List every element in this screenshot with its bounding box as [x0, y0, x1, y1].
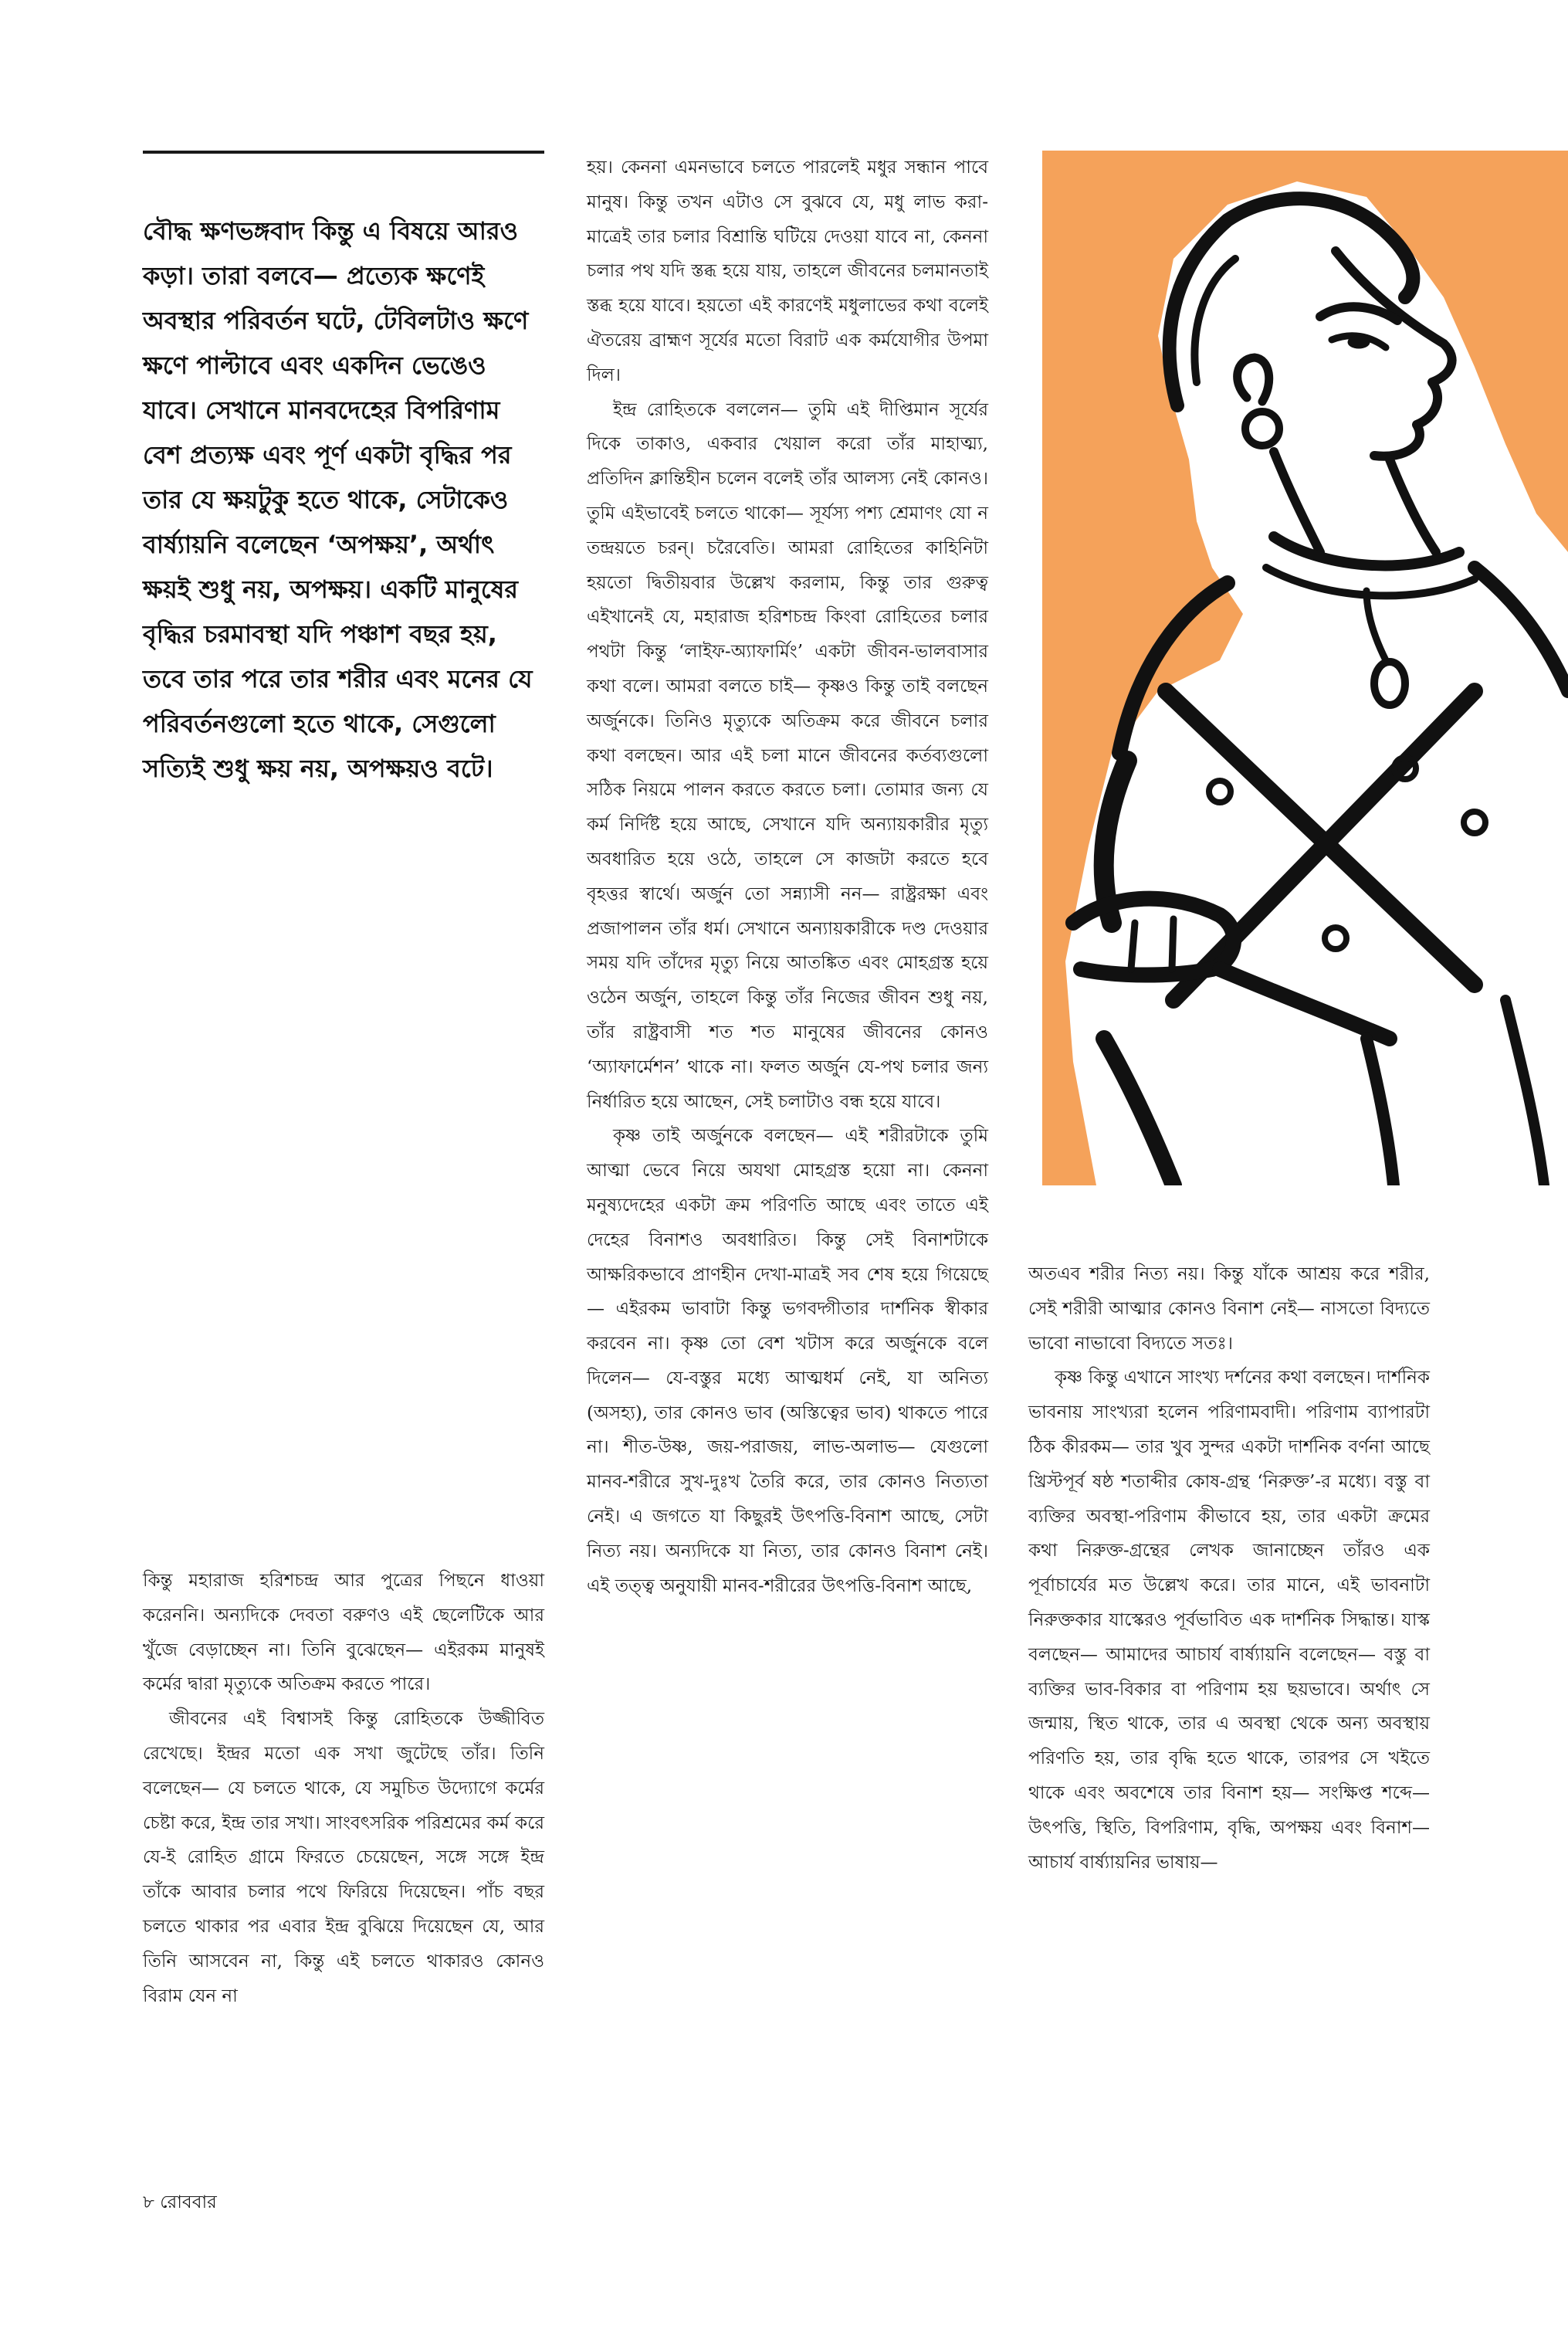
illustration-svg: [1042, 151, 1568, 1185]
column-3: [1028, 1257, 1430, 1880]
pull-quote: বৌদ্ধ ক্ষণভঙ্গবাদ কিন্তু এ বিষয়ে আরও কড়া। তারা বলবে— প্রত্যেক ক্ষণেই অবস্থার পরিবর্তন ঘটে, টেবিলটাও ক্ষণে ক্ষণে পাল্টাবে এবং একদিন ভেঙেও যাবে। সেখানে মানবদেহের বিপরিণাম বেশ প্রত্যক্ষ এবং পূর্ণ একটা বৃদ্ধির পর তার যে ক্ষয়টুকু হতে থাকে, সেটাকেও বার্ষ্যায়নি বলেছেন ‘অপক্ষয়’, অর্থাৎ ক্ষয়ই শুধু নয়, অপক্ষয়। একটি মানুষের বৃদ্ধির চরমাবস্থা যদি পঞ্চাশ বছর হয়, তবে তার পরে তার শরীর এবং মনের যে পরিবর্তনগুলো হতে থাকে, সেগুলো সত্যিই শুধু ক্ষয় নয়, অপক্ষয়ও বটে।: [143, 216, 533, 783]
column-1-paragraph-2: জীবনের এই বিশ্বাসই কিন্তু রোহিতকে উজ্জীবিত রেখেছে। ইন্দ্রর মতো এক সখা জুটেছে তাঁর। তিনি বলেছেন— যে চলতে থাকে, যে সমুচিত উদ্যোগে কর্মের চেষ্টা করে, ইন্দ্র তার সখা। সাংবৎসরিক পরিশ্রমের কর্ম করে যে-ই রোহিত গ্রামে ফিরতে চেয়েছেন, সঙ্গে সঙ্গে ইন্দ্র তাঁকে আবার চলার পথে ফিরিয়ে দিয়েছেন। পাঁচ বছর চলতে থাকার পর এবার ইন্দ্র বুঝিয়ে দিয়েছেন যে, আর তিনি আসবেন না, কিন্তু এই চলতে থাকারও কোনও বিরাম যেন না: [143, 1709, 544, 2006]
column-2: [587, 151, 988, 1603]
illustration-figure: [1042, 151, 1568, 1185]
column-3-paragraph-2: কৃষ্ণ কিন্তু এখানে সাংখ্য দর্শনের কথা বলছেন। দার্শনিক ভাবনায় সাংখ্যরা হলেন পরিণামবাদী। পরিণাম ব্যাপারটা ঠিক কীরকম— তার খুব সুন্দর একটা দার্শনিক বর্ণনা আছে খ্রিস্টপূর্ব ষষ্ঠ শতাব্দীর কোষ-গ্রন্থ ‘নিরুক্ত’-র মধ্যে। বস্তু বা ব্যক্তির অবস্থা-পরিণাম কীভাবে হয়, তার একটা ক্রমের কথা নিরুক্ত-গ্রন্থের লেখক জানাচ্ছেন তাঁরও এক পূর্বাচার্যের মত উল্লেখ করে। তার মানে, এই ভাবনাটা নিরুক্তকার যাস্কেরও পূর্বভাবিত এক দার্শনিক সিদ্ধান্ত। যাস্ক বলছেন— আমাদের আচার্য বার্ষ্যায়নি বলেছেন— বস্তু বা ব্যক্তির ভাব-বিকার বা পরিণাম হয় ছয়ভাবে। অর্থাৎ সে জন্মায়, স্থিত থাকে, তার এ অবস্থা থেকে অন্য অবস্থায় পরিণতি হয়, তার বৃদ্ধি হতে থাকে, তারপর সে খইতে থাকে এবং অবশেষে তার বিনাশ হয়— সংক্ষিপ্ত শব্দে— উৎপত্তি, স্থিতি, বিপরিণাম, বৃদ্ধি, অপক্ষয় এবং বিনাশ— আচার্য বার্ষ্যায়নির ভাষায়—: [1028, 1368, 1430, 1873]
top-rule: [143, 151, 544, 154]
column-1: [143, 1564, 544, 2013]
column-2-paragraph-1: হয়। কেননা এমনভাবে চলতে পারলেই মধুর সন্ধান পাবে মানুষ। কিন্তু তখন এটাও সে বুঝবে যে, মধু লাভ করা-মাত্রেই তার চলার বিশ্রান্তি ঘটিয়ে দেওয়া যাবে না, কেননা চলার পথ যদি স্তব্ধ হয়ে যায়, তাহলে জীবনের চলমানতাই স্তব্ধ হয়ে যাবে। হয়তো এই কারণেই মধুলাভের কথা বলেই ঐতরেয় ব্রাহ্মণ সূর্যের মতো বিরাট এক কর্মযোগীর উপমা দিল।: [587, 158, 988, 385]
column-2-paragraph-2: ইন্দ্র রোহিতকে বললেন— তুমি এই দীপ্তিমান সূর্যের দিকে তাকাও, একবার খেয়াল করো তাঁর মাহাত্ম্য, প্রতিদিন ক্লান্তিহীন চলেন বলেই তাঁর আলস্য নেই কোনও। তুমি এইভাবেই চলতে থাকো— সূর্যস্য পশ্য শ্রেমাণং যো ন তন্দ্রয়তে চরন্। চরৈবেতি। আমরা রোহিতের কাহিনিটা হয়তো দ্বিতীয়বার উল্লেখ করলাম, কিন্তু তার গুরুত্ব এইখানেই যে, মহারাজ হরিশচন্দ্র কিংবা রোহিতের চলার পথটা কিন্তু ‘লাইফ-অ্যাফার্মিং’ একটা জীবন-ভালবাসার কথা বলে। আমরা বলতে চাই— কৃষ্ণও কিন্তু তাই বলছেন অর্জুনকে। তিনিও মৃত্যুকে অতিক্রম করে জীবনে চলার কথা বলছেন। আর এই চলা মানে জীবনের কর্তব্যগুলো সঠিক নিয়মে পালন করতে করতে চলা। তোমার জন্য যে কর্ম নির্দিষ্ট হয়ে আছে, সেখানে যদি অন্যায়কারীর মৃত্যু অবধারিত হয়ে ওঠে, তাহলে সে কাজটা করতে হবে বৃহত্তর স্বার্থে। অর্জুন তো সন্ন্যাসী নন— রাষ্ট্ররক্ষা এবং প্রজাপালন তাঁর ধর্ম। সেখানে অন্যায়কারীকে দণ্ড দেওয়ার সময় যদি তাঁদের মৃত্যু নিয়ে আতঙ্কিত এবং মোহগ্রস্ত হয়ে ওঠেন অর্জুন, তাহলে কিন্তু তাঁর নিজের জীবন শুধু নয়, তাঁর রাষ্ট্রবাসী শত শত মানুষের জীবনের কোনও ‘অ্যাফার্মেশন’ থাকে না। ফলত অর্জুন যে-পথ চলার জন্য নির্ধারিত হয়ে আছেন, সেই চলাটাও বন্ধ হয়ে যাবে।: [587, 399, 988, 1112]
column-3-paragraph-1: অতএব শরীর নিত্য নয়। কিন্তু যাঁকে আশ্রয় করে শরীর, সেই শরীরী আত্মার কোনও বিনাশ নেই— নাসতো বিদ্যতে ভাবো নাভাবো বিদ্যতে সতঃ।: [1028, 1264, 1430, 1354]
page-folio: ৮ রোববার: [143, 2192, 217, 2212]
column-2-paragraph-3: কৃষ্ণ তাই অর্জুনকে বলছেন— এই শরীরটাকে তুমি আত্মা ভেবে নিয়ে অযথা মোহগ্রস্ত হয়ো না। কেননা মনুষ্যদেহের একটা ক্রম পরিণতি আছে এবং তাতে এই দেহের বিনাশও অবধারিত। কিন্তু সেই বিনাশটাকে আক্ষরিকভাবে প্রাণহীন দেখা-মাত্রই সব শেষ হয়ে গিয়েছে— এইরকম ভাবাটা কিন্তু ভগবদ্গীতার দার্শনিক স্বীকার করবেন না। কৃষ্ণ তো বেশ খটাস করে অর্জুনকে বলে দিলেন— যে-বস্তুর মধ্যে আত্মধর্ম নেই, যা অনিত্য (অসহ্য), তার কোনও ভাব (অস্তিত্বের ভাব) থাকতে পারে না। শীত-উষ্ণ, জয়-পরাজয়, লাভ-অলাভ— যেগুলো মানব-শরীরে সুখ-দুঃখ তৈরি করে, তার কোনও নিত্যতা নেই। এ জগতে যা কিছুরই উৎপত্তি-বিনাশ আছে, সেটা নিত্য নয়। অন্যদিকে যা নিত্য, তার কোনও বিনাশ নেই। এই তত্ত্ব অনুযায়ী মানব-শরীরের উৎপত্তি-বিনাশ আছে,: [587, 1126, 988, 1596]
column-1-paragraph-1: কিন্তু মহারাজ হরিশচন্দ্র আর পুত্রের পিছনে ধাওয়া করেননি। অন্যদিকে দেবতা বরুণও এই ছেলেটিকে আর খুঁজে বেড়াচ্ছেন না। তিনি বুঝেছেন— এইরকম মানুষই কর্মের দ্বারা মৃত্যুকে অতিক্রম করতে পারে।: [143, 1571, 544, 1695]
